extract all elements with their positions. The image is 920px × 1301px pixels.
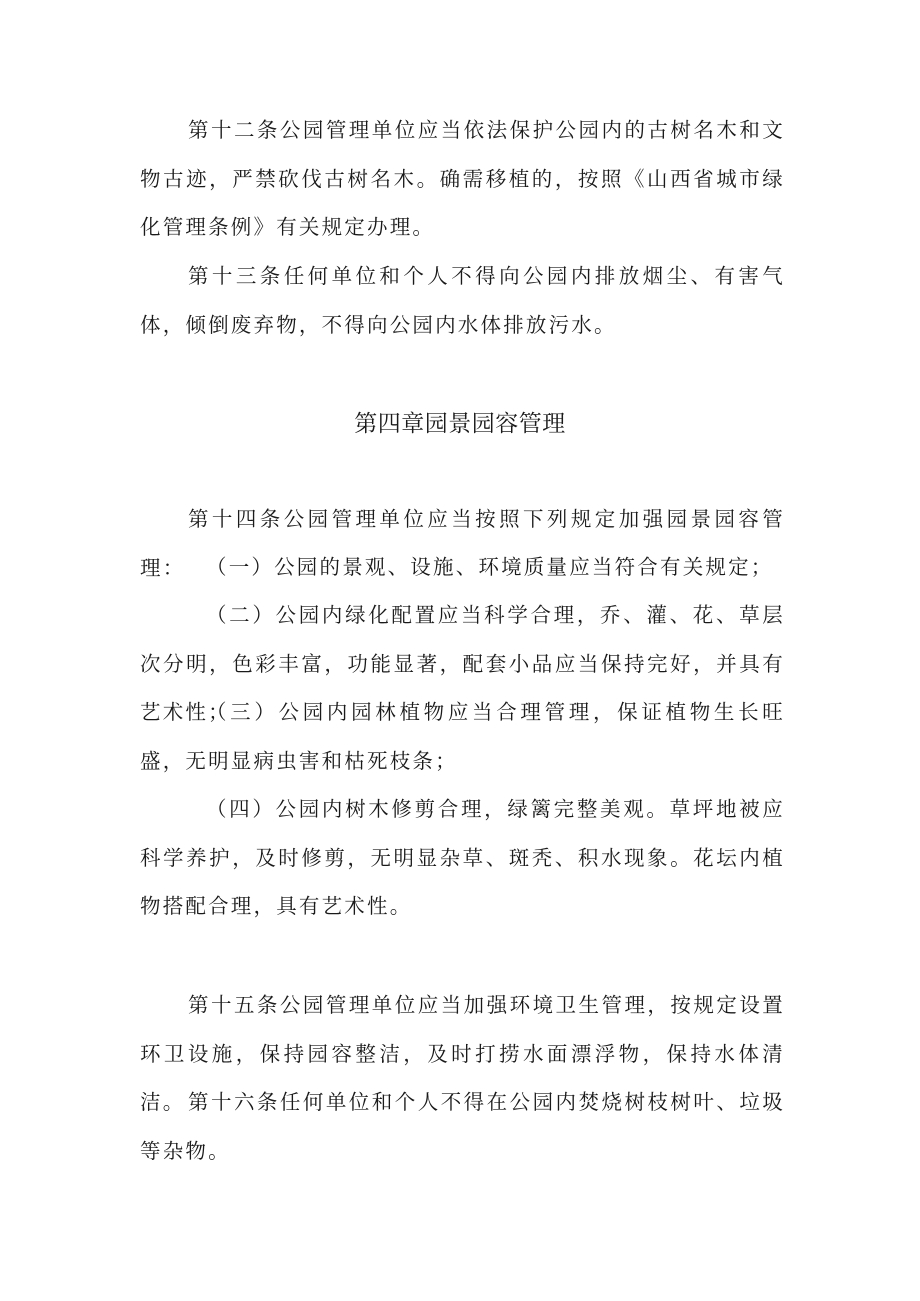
list-item-3: （三）公园内园林植物应当合理管理，保证植物生长旺盛，无明显病虫害和枯死枝条； (140, 700, 785, 773)
article-15-paragraph: 第十五条公园管理单位应当加强环境卫生管理，按规定设置环卫设施，保持园容整洁，及时打捞水面漂浮物，保持水体清洁。 (140, 993, 785, 1114)
article-16-paragraph: 第十六条任何单位和个人不得在公园内焚烧树枝树叶、垃圾等杂物。 (140, 1090, 785, 1163)
article-13-paragraph: 第十三条任何单位和个人不得向公园内排放烟尘、有害气体，倾倒废弃物，不得向公园内水体排放污水。 (140, 264, 785, 337)
chapter-heading: 第四章园景园容管理 (354, 411, 566, 437)
list-item-4: （四）公园内树木修剪合理，绿篱完整美观。草坪地被应科学养护，及时修剪，无明显杂草、斑秃、积水现象。花坛内植物搭配合理，具有艺术性。 (140, 797, 785, 918)
article-12-paragraph: 第十二条公园管理单位应当依法保护公园内的古树名木和文物古迹，严禁砍伐古树名木。确需移植的，按照《山西省城市绿化管理条例》有关规定办理。 (140, 118, 785, 239)
list-item-1: （一）公园的景观、设施、环境质量应当符合有关规定； (206, 555, 774, 579)
list-item-2: （二）公园内绿化配置应当科学合理，乔、灌、花、草层次分明，色彩丰富，功能显著，配套小品应当保持完好，并具有艺术性； (140, 603, 785, 724)
article-14-paragraph: 第十四条公园管理单位应当按照下列规定加强园景园容管理： (140, 507, 785, 580)
